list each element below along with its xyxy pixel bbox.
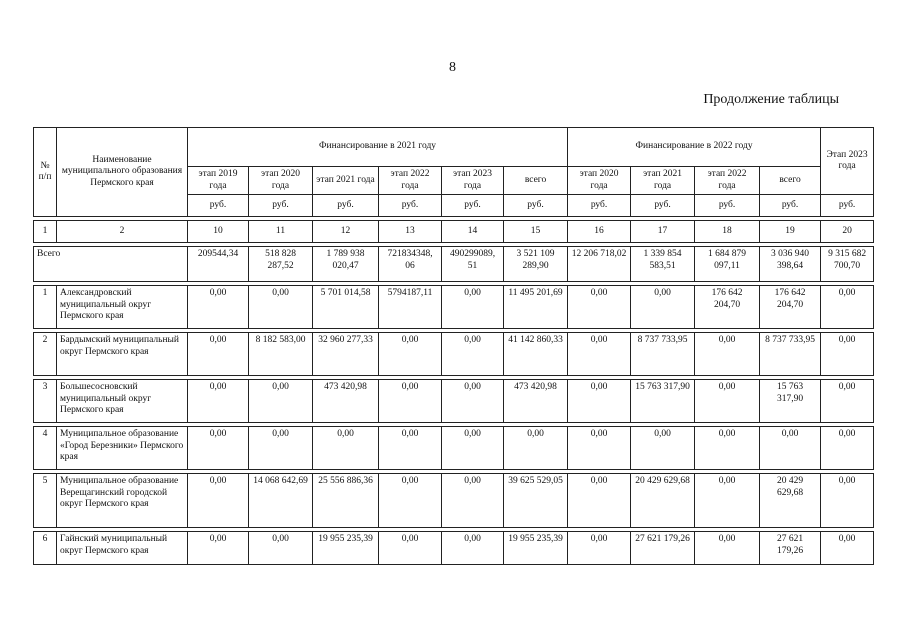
municipality-name: Муниципальное образование «Город Березники» Пермского края	[57, 427, 188, 470]
row-value: 0,00	[249, 286, 313, 329]
row-value: 0,00	[313, 427, 379, 470]
total-value: 1 339 854 583,51	[631, 247, 695, 282]
row-value: 0,00	[568, 333, 631, 376]
row-value: 0,00	[379, 333, 442, 376]
unit-cell: руб.	[442, 195, 504, 217]
row-number: 3	[34, 380, 57, 423]
row-value: 15 763 317,90	[760, 380, 821, 423]
row-value: 0,00	[379, 380, 442, 423]
row-value: 32 960 277,33	[313, 333, 379, 376]
row-value: 0,00	[249, 427, 313, 470]
row-value: 0,00	[188, 286, 249, 329]
row-value: 0,00	[821, 333, 874, 376]
row-value: 0,00	[568, 532, 631, 565]
table-row	[34, 474, 874, 528]
unit-cell: руб.	[188, 195, 249, 217]
row-value: 0,00	[249, 532, 313, 565]
row-value: 5794187,11	[379, 286, 442, 329]
header-sub-2022: этап 2022 года	[695, 167, 760, 195]
table-row	[34, 333, 874, 376]
table-row	[34, 532, 874, 565]
row-value: 8 182 583,00	[249, 333, 313, 376]
total-value: 3 521 109 289,90	[504, 247, 568, 282]
row-number: 2	[34, 333, 57, 376]
row-value: 176 642 204,70	[760, 286, 821, 329]
header-sub-2021: этап 2022 года	[379, 167, 442, 195]
unit-cell: руб.	[313, 195, 379, 217]
unit-cell: руб.	[379, 195, 442, 217]
header-group-2021: Финансирование в 2021 году	[188, 128, 568, 167]
total-value: 209544,34	[188, 247, 249, 282]
row-number: 5	[34, 474, 57, 528]
row-value: 11 495 201,69	[504, 286, 568, 329]
municipality-name: Гайнский муниципальный округ Пермского края	[57, 532, 188, 565]
total-value: 490299089, 51	[442, 247, 504, 282]
row-value: 0,00	[504, 427, 568, 470]
row-value: 8 737 733,95	[760, 333, 821, 376]
row-value: 0,00	[379, 474, 442, 528]
row-value: 19 955 235,39	[313, 532, 379, 565]
page-number: 8	[449, 60, 456, 75]
row-value: 0,00	[821, 474, 874, 528]
row-value: 0,00	[695, 333, 760, 376]
table-continuation-title: Продолжение таблицы	[703, 92, 839, 107]
header-sub-2021: всего	[504, 167, 568, 195]
column-number: 14	[442, 221, 504, 243]
row-value: 0,00	[442, 333, 504, 376]
column-number: 17	[631, 221, 695, 243]
row-value: 0,00	[568, 474, 631, 528]
header-sub-2022: всего	[760, 167, 821, 195]
row-value: 0,00	[821, 427, 874, 470]
column-number: 2	[57, 221, 188, 243]
row-value: 0,00	[695, 532, 760, 565]
unit-cell: руб.	[568, 195, 631, 217]
total-value: 12 206 718,02	[568, 247, 631, 282]
municipality-name: Александровский муниципальный округ Пермского края	[57, 286, 188, 329]
header-num: № п/п	[34, 128, 57, 217]
unit-cell: руб.	[631, 195, 695, 217]
column-number: 16	[568, 221, 631, 243]
row-value: 0,00	[442, 532, 504, 565]
header-name: Наименование муниципального образования Пермского края	[57, 128, 188, 217]
row-value: 0,00	[188, 333, 249, 376]
row-value: 473 420,98	[504, 380, 568, 423]
row-value: 0,00	[568, 286, 631, 329]
total-label: Всего	[34, 247, 188, 282]
municipality-name: Бардымский муниципальный округ Пермского края	[57, 333, 188, 376]
row-value: 0,00	[760, 427, 821, 470]
row-value: 19 955 235,39	[504, 532, 568, 565]
column-number: 20	[821, 221, 874, 243]
row-value: 0,00	[379, 532, 442, 565]
table-row	[34, 286, 874, 329]
column-number: 13	[379, 221, 442, 243]
row-value: 0,00	[821, 532, 874, 565]
row-value: 0,00	[188, 474, 249, 528]
municipality-name: Большесосновский муниципальный округ Пермского края	[57, 380, 188, 423]
column-number: 18	[695, 221, 760, 243]
row-value: 41 142 860,33	[504, 333, 568, 376]
column-number: 19	[760, 221, 821, 243]
row-value: 20 429 629,68	[631, 474, 695, 528]
total-value: 1 684 879 097,11	[695, 247, 760, 282]
header-group-2022: Финансирование в 2022 году	[568, 128, 821, 167]
row-value: 0,00	[442, 380, 504, 423]
total-value: 518 828 287,52	[249, 247, 313, 282]
unit-cell: руб.	[760, 195, 821, 217]
row-value: 8 737 733,95	[631, 333, 695, 376]
row-value: 0,00	[249, 380, 313, 423]
total-value: 9 315 682 700,70	[821, 247, 874, 282]
row-value: 0,00	[695, 380, 760, 423]
row-value: 0,00	[631, 427, 695, 470]
row-value: 0,00	[695, 474, 760, 528]
unit-cell: руб.	[695, 195, 760, 217]
header-stage-2023: Этап 2023 года	[821, 128, 874, 195]
row-value: 15 763 317,90	[631, 380, 695, 423]
row-value: 0,00	[188, 380, 249, 423]
row-value: 27 621 179,26	[631, 532, 695, 565]
total-value: 1 789 938 020,47	[313, 247, 379, 282]
row-value: 0,00	[442, 427, 504, 470]
row-value: 0,00	[821, 380, 874, 423]
row-value: 25 556 886,36	[313, 474, 379, 528]
row-value: 0,00	[821, 286, 874, 329]
row-value: 176 642 204,70	[695, 286, 760, 329]
table-row	[34, 427, 874, 470]
row-value: 0,00	[442, 286, 504, 329]
row-value: 473 420,98	[313, 380, 379, 423]
column-number: 10	[188, 221, 249, 243]
row-number: 4	[34, 427, 57, 470]
header-sub-2021: этап 2021 года	[313, 167, 379, 195]
header-sub-2021: этап 2023 года	[442, 167, 504, 195]
row-value: 0,00	[379, 427, 442, 470]
table-row	[34, 380, 874, 423]
row-number: 1	[34, 286, 57, 329]
row-value: 14 068 642,69	[249, 474, 313, 528]
total-value: 3 036 940 398,64	[760, 247, 821, 282]
header-sub-2021: этап 2019 года	[188, 167, 249, 195]
row-value: 0,00	[695, 427, 760, 470]
unit-cell: руб.	[249, 195, 313, 217]
header-sub-2021: этап 2020 года	[249, 167, 313, 195]
unit-cell: руб.	[504, 195, 568, 217]
row-value: 5 701 014,58	[313, 286, 379, 329]
column-number: 11	[249, 221, 313, 243]
row-value: 0,00	[631, 286, 695, 329]
row-value: 20 429 629,68	[760, 474, 821, 528]
row-value: 39 625 529,05	[504, 474, 568, 528]
column-number: 15	[504, 221, 568, 243]
header-sub-2022: этап 2021 года	[631, 167, 695, 195]
column-number: 12	[313, 221, 379, 243]
financing-table	[33, 127, 874, 565]
row-value: 0,00	[568, 380, 631, 423]
row-value: 0,00	[442, 474, 504, 528]
row-number: 6	[34, 532, 57, 565]
unit-cell: руб.	[821, 195, 874, 217]
total-value: 721834348, 06	[379, 247, 442, 282]
row-value: 0,00	[188, 532, 249, 565]
header-sub-2022: этап 2020 года	[568, 167, 631, 195]
row-value: 0,00	[568, 427, 631, 470]
row-value: 0,00	[188, 427, 249, 470]
municipality-name: Муниципальное образование Верещагинский городской округ Пермского края	[57, 474, 188, 528]
row-value: 27 621 179,26	[760, 532, 821, 565]
column-number: 1	[34, 221, 57, 243]
